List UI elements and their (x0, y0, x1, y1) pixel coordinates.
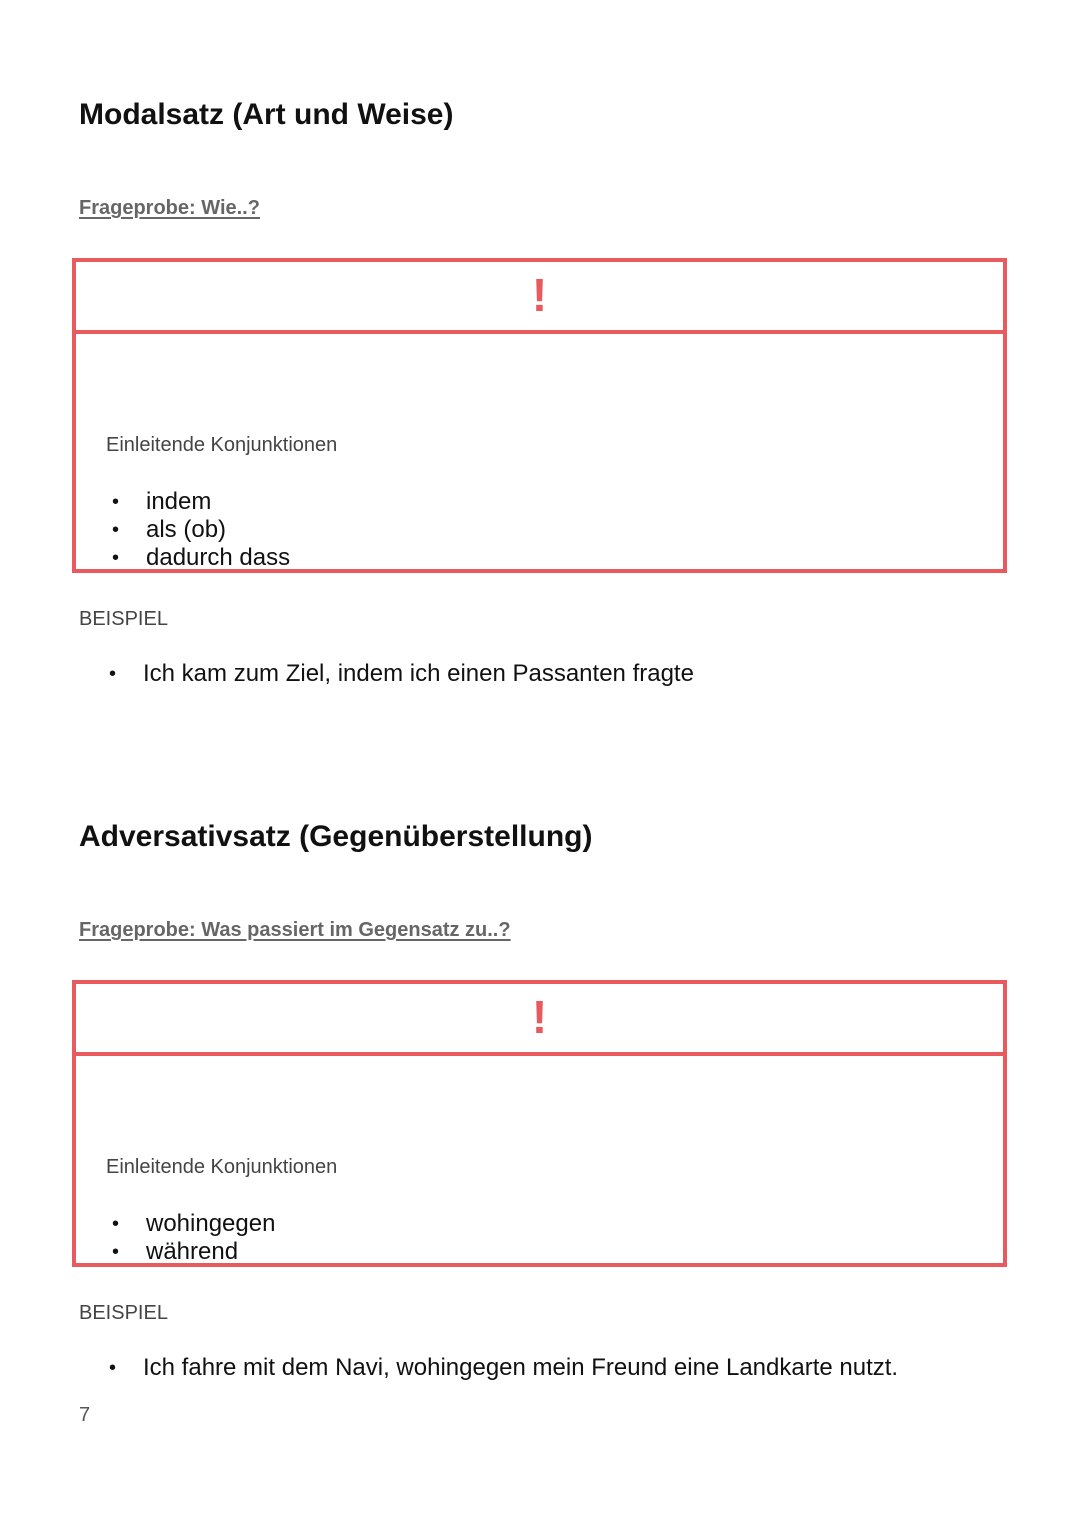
example-label: BEISPIEL (79, 1302, 168, 1324)
example-list (109, 1354, 898, 1382)
list-item: • als (ob) (112, 516, 290, 544)
exclamation-icon: ! (531, 991, 548, 1043)
conjunction-label: Einleitende Konjunktionen (106, 434, 338, 456)
example-label: BEISPIEL (79, 608, 168, 630)
list-item: • während (112, 1238, 275, 1266)
list-item: • Ich kam zum Ziel, indem ich einen Passanten fragte (109, 660, 694, 688)
list-item: • wohingegen (112, 1210, 275, 1238)
conjunction-list (112, 488, 290, 572)
exclamation-icon: ! (531, 269, 548, 321)
list-item: • Ich fahre mit dem Navi, wohingegen mein Freund eine Landkarte nutzt. (109, 1354, 898, 1382)
box-header (76, 262, 1003, 334)
box-header (76, 984, 1003, 1056)
list-item: • indem (112, 488, 290, 516)
list-item: • dadurch dass (112, 544, 290, 572)
conjunction-box (72, 258, 1007, 573)
conjunction-list (112, 1210, 275, 1266)
conjunction-box (72, 980, 1007, 1267)
page-number: 7 (79, 1404, 91, 1426)
section-title: Modalsatz (Art und Weise) (79, 98, 454, 131)
question-probe: Frageprobe: Was passiert im Gegensatz zu..? (79, 919, 511, 941)
section-title: Adversativsatz (Gegenüberstellung) (79, 820, 593, 853)
conjunction-label: Einleitende Konjunktionen (106, 1156, 338, 1178)
example-list (109, 660, 694, 688)
question-probe: Frageprobe: Wie..? (79, 197, 260, 219)
